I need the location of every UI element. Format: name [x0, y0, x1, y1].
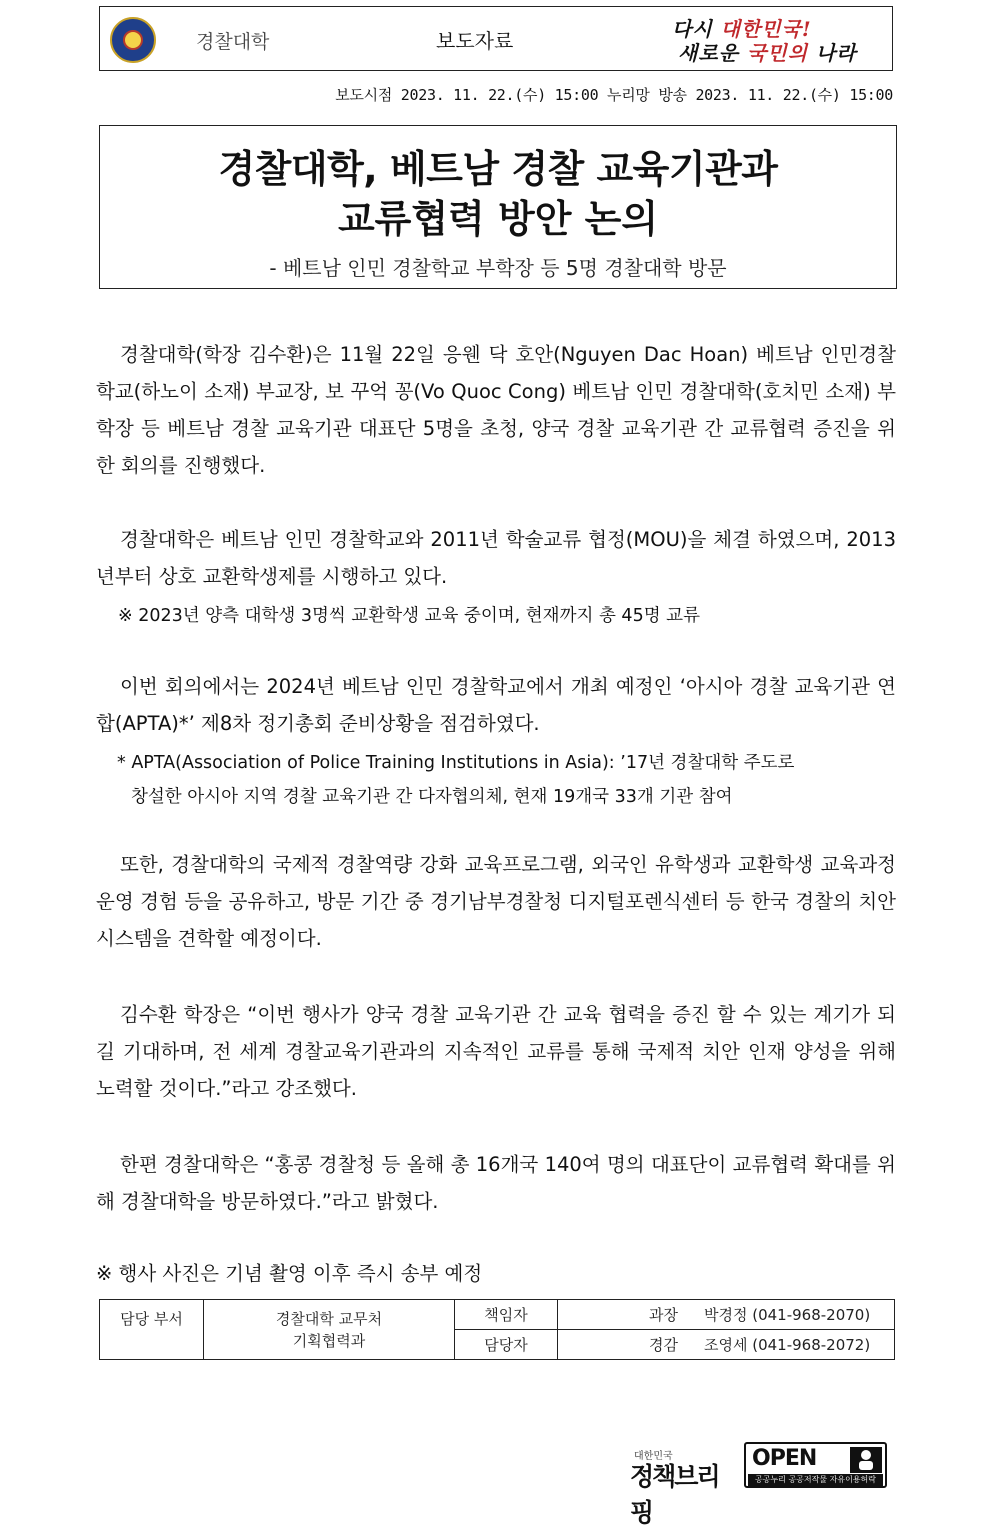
- brief-logo-text: 정책브리핑: [630, 1462, 719, 1527]
- slogan-line2: [678, 37, 857, 66]
- rank-cell: 경감: [558, 1330, 705, 1360]
- photo-note: ※ 행사 사진은 기념 촬영 이후 즉시 송부 예정: [96, 1262, 483, 1285]
- open-license-logo: [744, 1442, 887, 1488]
- paragraph-3: 이번 회의에서는 2024년 베트남 인민 경찰학교에서 개최 예정인 ‘아시아 경찰 교육기관 연합(APTA)*’ 제8차 정기총회 준비상황을 점검하였다.: [96, 675, 896, 735]
- note-apta-line1: * APTA(Association of Police Training Institutions in Asia): ’17년 경찰대학 주도로: [117, 753, 795, 773]
- paragraph-2: 경찰대학은 베트남 인민 경찰학교와 2011년 학술교류 협정(MOU)을 체결 하였으며, 2013년부터 상호 교환학생제를 시행하고 있다.: [96, 528, 896, 588]
- dept-name-cell: [204, 1300, 455, 1360]
- open-logo-text: OPEN: [752, 1446, 817, 1471]
- paragraph-5: 김수환 학장은 “이번 행사가 양국 경찰 교육기관 간 교육 협력을 증진 할 수 있는 계기가 되길 기대하며, 전 세계 경찰교육기관과의 지속적인 교류를 통해 국제적 치안 인재 양성을 위해 노력할 것이다.”라고 강조했다.: [96, 1003, 896, 1100]
- role-cell: 책임자: [455, 1300, 558, 1330]
- attribution-icon: [850, 1447, 882, 1473]
- role-cell: 담당자: [455, 1330, 558, 1360]
- person-cell: 조영세 (041-968-2072): [704, 1330, 895, 1360]
- paragraph-1: 경찰대학(학장 김수환)은 11월 22일 응웬 닥 호안(Nguyen Dac Hoan) 베트남 인민경찰학교(하노이 소재) 부교장, 보 꾸억 꽁(Vo Quoc Cong) 베트남 인민 경찰대학(호치민 소재) 부학장 등 베트남 경찰 교육기관 대표단 5명을 초청, 양국 경찰 교육기관 간 교류협력 증진을 위한 회의를 진행했다.: [96, 343, 896, 477]
- paragraph-6: 한편 경찰대학은 “홍콩 경찰청 등 올해 총 16개국 140여 명의 대표단이 교류협력 확대를 위해 경찰대학을 방문하였다.”라고 밝혔다.: [96, 1153, 896, 1213]
- header-box: [99, 6, 893, 71]
- policy-briefing-logo: [630, 1447, 735, 1527]
- header-org-name: 경찰대학: [196, 31, 270, 53]
- slogan-text: 다시: [672, 17, 721, 41]
- police-emblem-icon: [110, 17, 156, 63]
- open-logo-subtext: 공공누리 공공저작물 자유이용허락: [748, 1474, 883, 1486]
- paragraph-4: 또한, 경찰대학의 국제적 경찰역량 강화 교육프로그램, 외국인 유학생과 교환학생 교육과정 운영 경험 등을 공유하고, 방문 기간 중 경기남부경찰청 디지털포렌식센터 등 한국 경찰의 치안 시스템을 견학할 예정이다.: [96, 853, 896, 950]
- slogan-text: 나라: [807, 41, 857, 65]
- emblem-center: [123, 30, 143, 50]
- header-doc-type: 보도자료: [436, 29, 514, 53]
- headline-line2: 교류협력 방안 논의: [337, 197, 659, 241]
- dept-line2: 기획협력과: [292, 1331, 366, 1350]
- headline-line1: 경찰대학, 베트남 경찰 교육기관과: [218, 147, 778, 191]
- slogan-text-accent: 국민의: [746, 41, 808, 65]
- slogan-text-accent: 대한민국!: [720, 17, 812, 41]
- note-apta: [117, 746, 897, 814]
- brief-logo-small-text: 대한민국: [634, 1451, 673, 1462]
- title-box: [99, 125, 897, 289]
- dept-line1: 경찰대학 교무처: [275, 1309, 383, 1328]
- person-cell: 박경정 (041-968-2070): [704, 1300, 895, 1330]
- subheadline: - 베트남 인민 경찰학교 부학장 등 5명 경찰대학 방문: [269, 256, 727, 280]
- contact-table: [99, 1299, 895, 1360]
- note-exchange: ※ 2023년 양측 대학생 3명씩 교환학생 교육 중이며, 현재까지 총 45명 교류: [118, 606, 700, 626]
- rank-cell: 과장: [558, 1300, 705, 1330]
- slogan-text: 새로운: [678, 41, 747, 65]
- dept-label-cell: 담당 부서: [100, 1300, 204, 1360]
- release-date-line: 보도시점 2023. 11. 22.(수) 15:00 누리망 방송 2023. 11. 22.(수) 15:00: [335, 86, 893, 104]
- note-apta-line2: 창설한 아시아 지역 경찰 교육기관 간 다자협의체, 현재 19개국 33개 기관 참여: [131, 787, 733, 807]
- table-row: [100, 1300, 895, 1330]
